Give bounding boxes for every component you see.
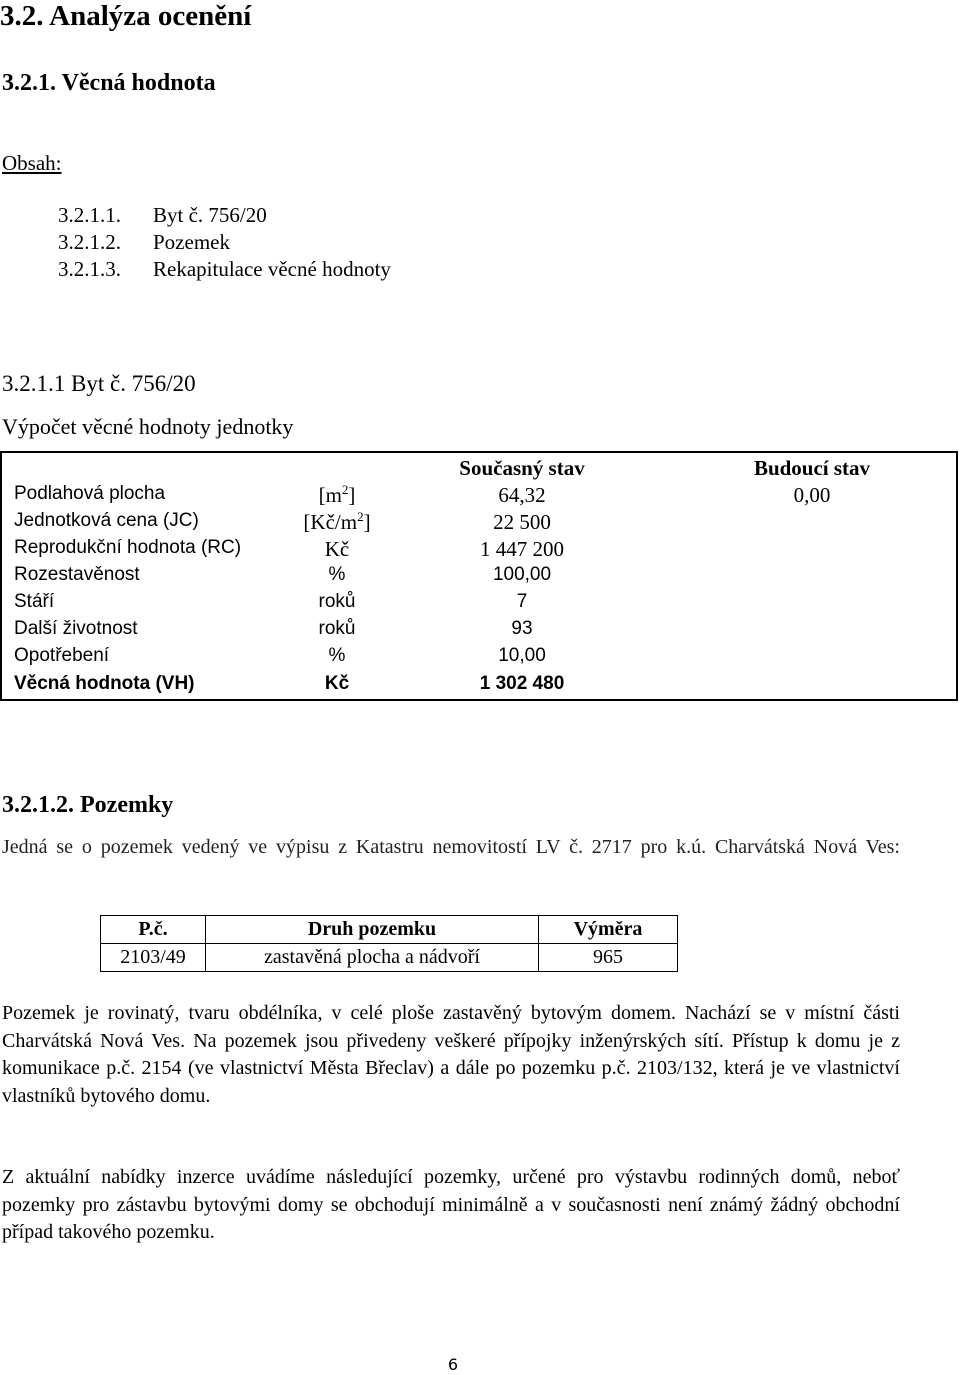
byt-title: 3.2.1.1 Byt č. 756/20 [2,371,196,396]
row-label: Reprodukční hodnota (RC) [14,537,242,558]
toc-num: 3.2.1.3. [58,257,121,281]
byt-subtitle: Výpočet věcné hodnoty jednotky [2,414,294,439]
row-label: Další životnost [14,618,138,639]
toc-num: 3.2.1.2. [58,230,121,254]
toc-num: 3.2.1.1. [58,203,121,227]
page-heading: 3.2. Analýza ocenění [0,0,252,32]
row-future: 0,00 [793,483,831,507]
row-current: 10,00 [498,645,546,666]
table-row [101,944,678,972]
row-current: 7 [516,591,528,612]
row-label: Podlahová plocha [14,483,166,504]
section-heading: 3.2.1. Věcná hodnota [2,70,216,96]
toc-item: Byt č. 756/20 [153,203,267,227]
valuation-table [0,451,958,701]
table-row [2,591,956,618]
page-number: 6 [447,1355,459,1374]
row-unit: $[m^2]$ [318,482,356,507]
table-row [2,618,956,645]
cell-area: 965 [539,944,678,972]
table-header-row [2,456,956,483]
col-current-header: Současný stav [459,456,585,480]
contents-label: Obsah: [2,151,62,175]
cell-parcel: 2103/49 [101,944,206,972]
row-current: 93 [511,618,533,639]
row-unit: % [328,564,346,585]
row-unit: Kč [324,537,350,561]
table-row [2,483,956,510]
table-row [2,510,956,537]
row-current: 1 302 480 [479,673,565,694]
row-label: Rozestavěnost [14,564,140,585]
pozemky-intro: Jedná se o pozemek vedený ve výpisu z Katastru nemovitostí LV č. 2717 pro k.ú. Charvátská Nová Ves: [2,836,900,858]
row-unit: % [328,645,346,666]
row-label: Věcná hodnota (VH) [14,673,195,694]
col-future-header: Budoucí stav [753,456,871,480]
row-current: 22 500 [493,510,551,534]
col-header: P.č. [101,916,206,944]
row-label: Opotřebení [14,645,110,666]
row-unit: $[Kč/m^2]$ [303,509,371,534]
pozemky-description: Pozemek je rovinatý, tvaru obdélníka, v celé ploše zastavěný bytovým domem. Nachází se v místní části Charvátská Nová Ves. Na pozemek jsou přivedeny veškeré přípojky inženýrských sítí. Přístup k domu je z komunikace p.č. 2154 (ve vlastnictví Města Břeclav) a dále po pozemku p.č. 2103/132, která je ve vlastnictví vlastníků bytového domu. [2,1002,900,1107]
row-current: 64,32 [498,483,546,507]
pozemky-offer-note: Z aktuální nabídky inzerce uvádíme následující pozemky, určené pro výstavbu rodinných domů, neboť pozemky pro zástavbu bytovými domy se obchodují minimálně a v současnosti není známý žádný obchodní případ takového pozemku. [2,1166,900,1243]
land-table-header [101,916,678,944]
table-row [2,645,956,672]
row-current: 1 447 200 [480,537,564,561]
toc-item: Pozemek [153,230,230,254]
row-label: Jednotková cena (JC) [14,510,199,531]
land-table [100,915,678,972]
col-header: Výměra [539,916,678,944]
pozemky-title: 3.2.1.2. Pozemky [2,792,174,818]
table-total-row [2,673,956,700]
table-row [2,564,956,591]
row-label: Stáří [14,591,55,612]
col-header: Druh pozemku [206,916,539,944]
row-unit: roků [318,618,356,639]
toc-item: Rekapitulace věcné hodnoty [153,257,391,281]
table-row [2,537,956,564]
cell-type: zastavěná plocha a nádvoří [206,944,539,972]
row-unit: roků [318,591,356,612]
row-unit: Kč [324,673,350,694]
row-current: 100,00 [492,564,552,585]
